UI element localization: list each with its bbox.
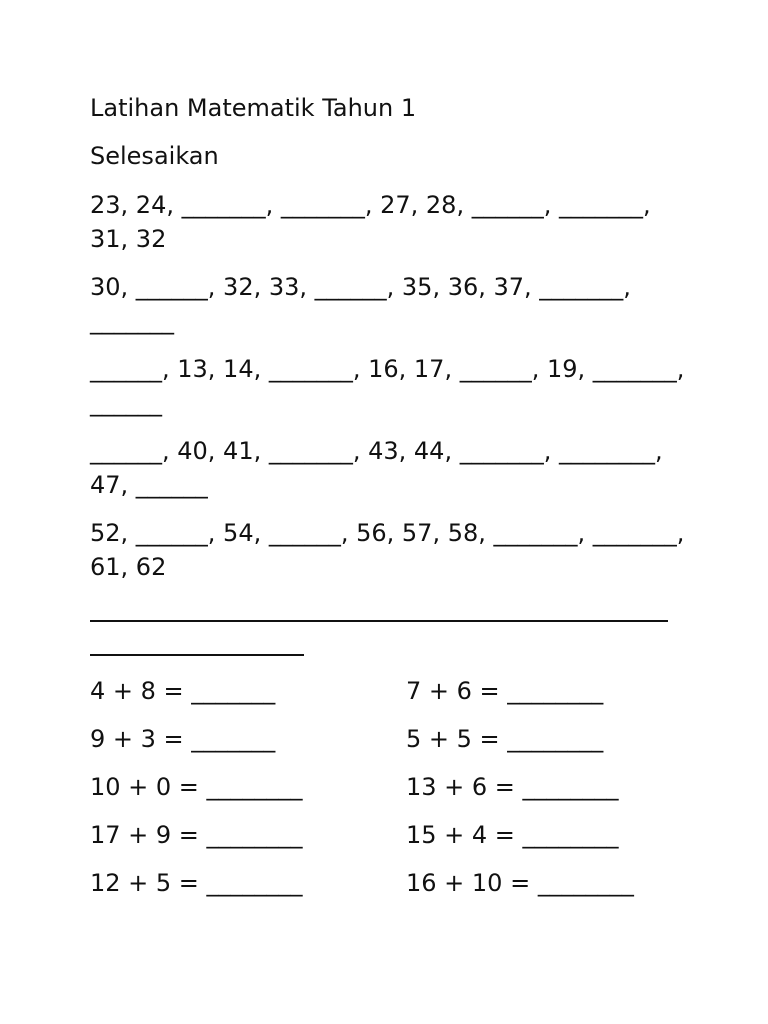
addition-problem: 15 + 4 = ________ — [406, 821, 619, 849]
page-title: Latihan Matematik Tahun 1 — [90, 94, 417, 122]
section-divider — [90, 620, 668, 656]
addition-problem: 16 + 10 = ________ — [406, 869, 634, 897]
addition-problem: 13 + 6 = ________ — [406, 773, 619, 801]
addition-problem: 5 + 5 = ________ — [406, 725, 604, 753]
addition-problem: 17 + 9 = ________ — [90, 821, 303, 849]
number-sequence-4: ______, 40, 41, _______, 43, 44, _______, ________, 47, ______ — [90, 437, 663, 499]
addition-problem: 12 + 5 = ________ — [90, 869, 303, 897]
number-sequence-1: 23, 24, _______, _______, 27, 28, ______, _______, 31, 32 — [90, 191, 651, 253]
number-sequence-5: 52, ______, 54, ______, 56, 57, 58, _______, _______, 61, 62 — [90, 519, 685, 581]
number-sequence-2: 30, ______, 32, 33, ______, 35, 36, 37, _______, _______ — [90, 273, 631, 335]
addition-problem: 4 + 8 = _______ — [90, 677, 276, 705]
divider-line-short — [90, 654, 304, 656]
addition-problem: 7 + 6 = ________ — [406, 677, 604, 705]
divider-line-long — [90, 620, 668, 622]
number-sequence-3: ______, 13, 14, _______, 16, 17, ______, 19, _______, ______ — [90, 355, 685, 417]
addition-problem: 10 + 0 = ________ — [90, 773, 303, 801]
instruction-text: Selesaikan — [90, 142, 219, 170]
addition-problem: 9 + 3 = _______ — [90, 725, 276, 753]
addition-grid — [90, 674, 768, 900]
